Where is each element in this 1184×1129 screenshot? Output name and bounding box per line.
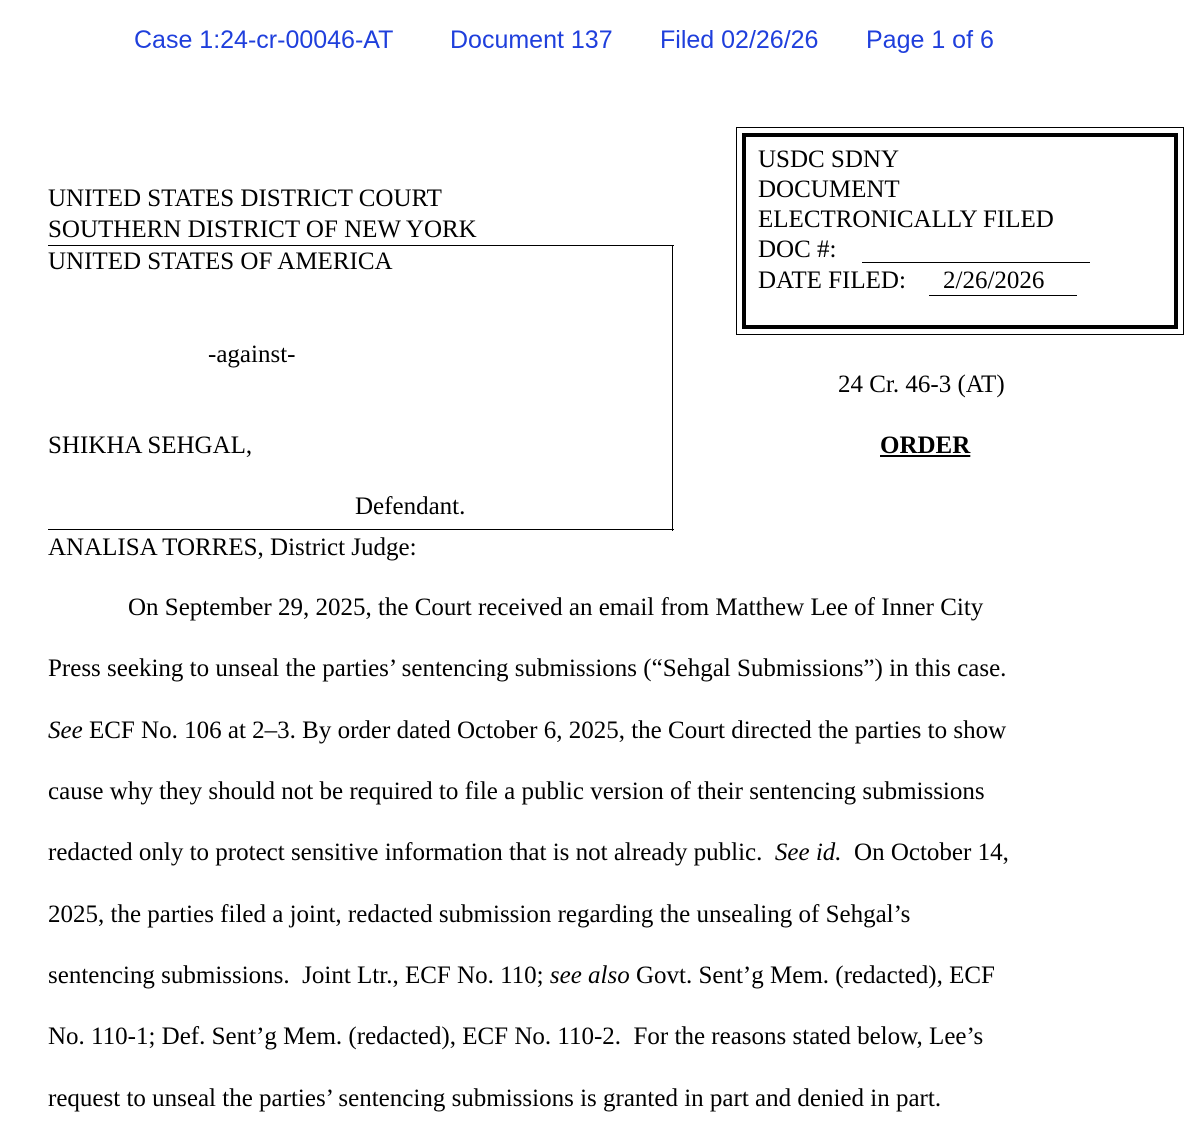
court-name: UNITED STATES DISTRICT COURT	[48, 185, 442, 212]
body-line-3	[48, 717, 1006, 745]
stamp-date-underline	[929, 295, 1077, 296]
case-number: 24 Cr. 46-3 (AT)	[838, 371, 1005, 398]
caption-box-right-border	[672, 245, 673, 531]
body-line-7	[48, 962, 995, 990]
document-number-header: Document 137	[450, 26, 613, 54]
citation-signal-see-also: see also	[549, 962, 630, 989]
body-line-5-text-a: redacted only to protect sensitive information that is not already public.	[48, 839, 775, 866]
caption-box-bottom-border	[48, 529, 674, 530]
stamp-date-label: DATE FILED:	[758, 267, 906, 294]
body-line-9: request to unseal the parties’ sentencing submissions is granted in part and denied in part.	[48, 1085, 942, 1112]
stamp-document: DOCUMENT	[758, 176, 900, 203]
filed-date-header: Filed 02/26/26	[660, 26, 819, 54]
body-line-5-text-b: On October 14,	[841, 839, 1009, 866]
order-title: ORDER	[880, 432, 971, 459]
body-line-8: No. 110-1; Def. Sent’g Mem. (redacted), ECF No. 110-2. For the reasons stated below, Lee’s	[48, 1023, 984, 1050]
page-count-header: Page 1 of 6	[866, 26, 994, 54]
judge-line: ANALISA TORRES, District Judge:	[48, 534, 417, 561]
body-line-1: On September 29, 2025, the Court received an email from Matthew Lee of Inner City	[128, 594, 984, 621]
defendant-name: SHIKHA SEHGAL,	[48, 432, 253, 459]
body-line-6: 2025, the parties filed a joint, redacted submission regarding the unsealing of Sehgal’s	[48, 901, 911, 928]
body-line-7-text-b: Govt. Sent’g Mem. (redacted), ECF	[629, 962, 995, 989]
caption-box-top-border	[48, 245, 674, 246]
stamp-electronically-filed: ELECTRONICALLY FILED	[758, 206, 1054, 233]
plaintiff-name: UNITED STATES OF AMERICA	[48, 248, 393, 275]
defendant-label: Defendant.	[355, 493, 466, 520]
stamp-date-value: 2/26/2026	[943, 267, 1045, 294]
citation-signal-see-id: See id.	[774, 839, 842, 866]
stamp-doc-number-blank	[862, 262, 1090, 263]
body-line-7-text-a: sentencing submissions. Joint Ltr., ECF No. 110;	[48, 962, 550, 989]
citation-signal-see: See	[48, 717, 83, 744]
case-number-header: Case 1:24-cr-00046-AT	[134, 26, 394, 54]
body-line-5	[48, 839, 1009, 867]
filing-stamp	[736, 127, 1184, 335]
stamp-court: USDC SDNY	[758, 146, 900, 173]
court-district: SOUTHERN DISTRICT OF NEW YORK	[48, 216, 477, 243]
stamp-doc-number-label: DOC #:	[758, 236, 837, 263]
body-line-3-text: ECF No. 106 at 2–3. By order dated October 6, 2025, the Court directed the parties to show	[82, 717, 1007, 744]
against-label: -against-	[208, 341, 296, 368]
body-line-4: cause why they should not be required to file a public version of their sentencing submissions	[48, 778, 985, 805]
body-line-2: Press seeking to unseal the parties’ sentencing submissions (“Sehgal Submissions”) in this case.	[48, 655, 1007, 682]
